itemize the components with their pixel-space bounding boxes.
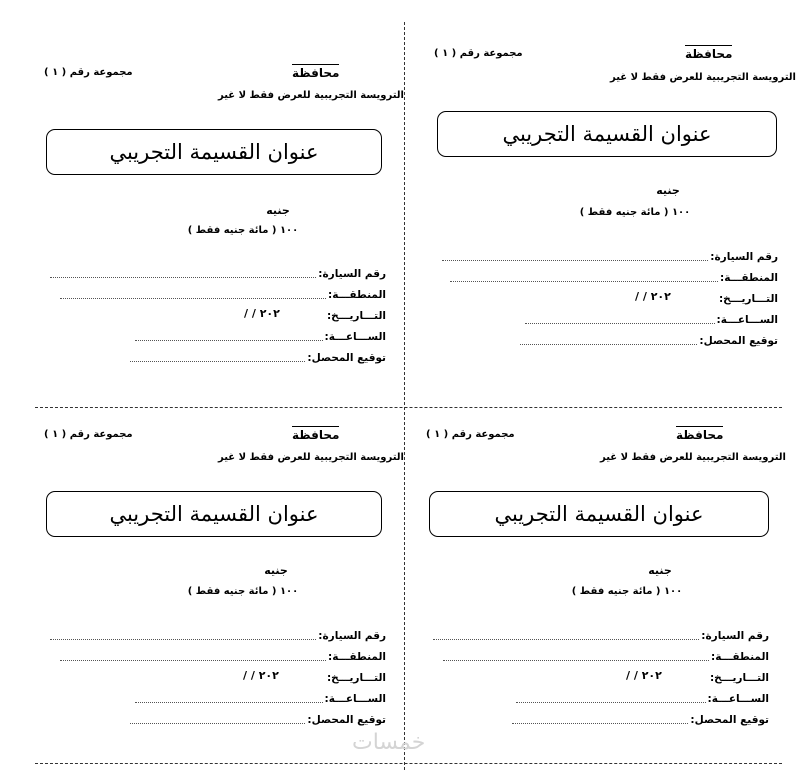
currency-label: جنيه: [648, 564, 672, 577]
field-label: المنطقـــة:: [328, 289, 386, 301]
date-value: ٢٠٢ / /: [635, 290, 671, 303]
coupon-top-left: [0, 45, 404, 415]
field-label: المنطقـــة:: [711, 651, 769, 663]
field-label: التـــاريـــخ:: [718, 293, 778, 305]
field-label: رقم السيارة:: [318, 630, 386, 642]
field-collector-signature[interactable]: [512, 710, 769, 726]
fill-line: [520, 334, 697, 345]
field-date[interactable]: [442, 289, 778, 305]
field-area[interactable]: [442, 268, 778, 284]
field-label: توقيع المحصل:: [690, 714, 769, 726]
fill-line: [442, 250, 708, 261]
field-label: توقيع المحصل:: [307, 714, 386, 726]
field-label: رقم السيارة:: [318, 268, 386, 280]
watermark-logo: خمسات: [352, 730, 426, 755]
currency-label: جنيه: [266, 204, 290, 217]
section-title-box: [429, 491, 769, 537]
field-time[interactable]: [520, 310, 778, 326]
amount-text: ١٠٠ ( مائة جنيه فقط ): [187, 586, 299, 597]
governorate-label: محافظة: [676, 428, 724, 442]
section-title: عنوان القسيمة التجريبي: [502, 122, 712, 146]
coupon-bottom-left: [0, 407, 404, 777]
governorate-label: محافظة: [292, 66, 340, 80]
fill-line: [135, 330, 323, 341]
fill-line: [60, 650, 326, 661]
currency-label: جنيه: [264, 564, 288, 577]
field-car-number[interactable]: [50, 264, 386, 280]
coupon-top-right: [400, 22, 800, 392]
amount-text: ١٠٠ ( مائة جنيه فقط ): [187, 225, 299, 236]
field-car-number[interactable]: [442, 247, 778, 263]
header-subtitle: الترويسة التجريبية للعرض فقط لا غير: [610, 72, 796, 83]
field-date[interactable]: [433, 668, 769, 684]
date-value: ٢٠٢ / /: [244, 307, 280, 320]
field-label: الســـاعـــة:: [324, 331, 386, 343]
section-title-box: [46, 491, 382, 537]
fill-line: [50, 629, 316, 640]
field-label: المنطقـــة:: [328, 651, 386, 663]
fill-area: [135, 672, 325, 682]
fill-area: [527, 293, 717, 303]
fill-line: [130, 713, 305, 724]
field-label: توقيع المحصل:: [699, 335, 778, 347]
field-label: الســـاعـــة:: [324, 693, 386, 705]
header-subtitle: الترويسة التجريبية للعرض فقط لا غير: [218, 452, 404, 463]
fill-area: [135, 310, 325, 320]
field-collector-signature[interactable]: [130, 710, 386, 726]
field-label: الســـاعـــة:: [707, 693, 769, 705]
section-title: عنوان القسيمة التجريبي: [109, 140, 319, 164]
field-area[interactable]: [50, 647, 386, 663]
governorate-label: محافظة: [685, 47, 733, 61]
header-subtitle: الترويسة التجريبية للعرض فقط لا غير: [218, 90, 404, 101]
fill-line: [516, 692, 706, 703]
field-collector-signature[interactable]: [130, 348, 386, 364]
field-label: رقم السيارة:: [710, 251, 778, 263]
fill-line: [130, 351, 305, 362]
field-time[interactable]: [130, 327, 386, 343]
fill-line: [525, 313, 715, 324]
field-label: المنطقـــة:: [720, 272, 778, 284]
header-subtitle: الترويسة التجريبية للعرض فقط لا غير: [600, 452, 786, 463]
field-date[interactable]: [50, 668, 386, 684]
field-label: الســـاعـــة:: [716, 314, 778, 326]
field-car-number[interactable]: [50, 626, 386, 642]
group-number: مجموعة رقم ( ١ ): [426, 429, 515, 440]
field-date[interactable]: [50, 306, 386, 322]
date-value: ٢٠٢ / /: [626, 669, 662, 682]
amount-text: ١٠٠ ( مائة جنيه فقط ): [571, 586, 683, 597]
section-title-box: [437, 111, 777, 157]
fill-line: [135, 692, 323, 703]
coupon-bottom-right: [400, 407, 800, 777]
fill-line: [433, 629, 699, 640]
fill-line: [450, 271, 718, 282]
group-number: مجموعة رقم ( ١ ): [44, 67, 133, 78]
fill-line: [60, 288, 326, 299]
section-title: عنوان القسيمة التجريبي: [494, 502, 704, 526]
amount-text: ١٠٠ ( مائة جنيه فقط ): [579, 207, 691, 218]
field-label: رقم السيارة:: [701, 630, 769, 642]
currency-label: جنيه: [656, 184, 680, 197]
fill-area: [518, 672, 708, 682]
field-car-number[interactable]: [433, 626, 769, 642]
field-label: التـــاريـــخ:: [709, 672, 769, 684]
date-value: ٢٠٢ / /: [243, 669, 279, 682]
field-time[interactable]: [130, 689, 386, 705]
field-area[interactable]: [50, 285, 386, 301]
group-number: مجموعة رقم ( ١ ): [434, 48, 523, 59]
field-area[interactable]: [433, 647, 769, 663]
field-label: التـــاريـــخ:: [326, 310, 386, 322]
field-collector-signature[interactable]: [520, 331, 778, 347]
field-time[interactable]: [512, 689, 769, 705]
fill-line: [512, 713, 688, 724]
fill-line: [50, 267, 316, 278]
group-number: مجموعة رقم ( ١ ): [44, 429, 133, 440]
field-label: التـــاريـــخ:: [326, 672, 386, 684]
governorate-label: محافظة: [292, 428, 340, 442]
field-label: توقيع المحصل:: [307, 352, 386, 364]
fill-line: [443, 650, 709, 661]
section-title: عنوان القسيمة التجريبي: [109, 502, 319, 526]
section-title-box: [46, 129, 382, 175]
